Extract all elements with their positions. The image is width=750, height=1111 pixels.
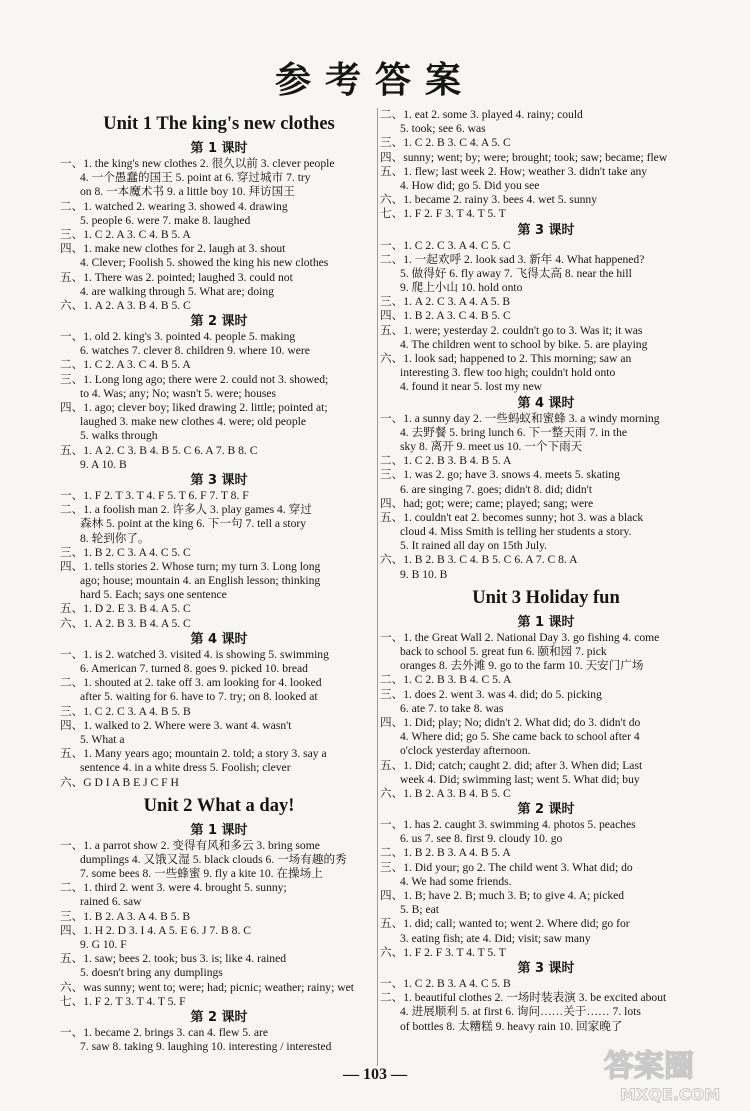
right-column <box>380 108 712 1034</box>
answer-line: 一、1. became 2. brings 3. can 4. flew 5. are <box>60 1025 268 1039</box>
answer-line: 一、1. F 2. T 3. T 4. F 5. T 6. F 7. T 8. F <box>60 488 249 502</box>
answer-line-continued: 5. people 6. were 7. make 8. laughed <box>80 213 251 227</box>
lesson-heading: 第 2 课时 <box>517 802 575 818</box>
answer-line: 二、1. watched 2. wearing 3. showed 4. drawing <box>60 199 288 213</box>
answer-line-continued: 8. 轮到你了。 <box>80 531 150 545</box>
answer-line: 六、1. A 2. A 3. B 4. B 5. C <box>60 298 191 312</box>
answer-line-continued: oranges 8. 去外滩 9. go to the farm 10. 天安门广场 <box>400 659 644 673</box>
answer-line-continued: 9. 爬上小山 10. hold onto <box>400 281 523 295</box>
answer-line: 五、1. couldn't eat 2. becomes sunny; hot 3. was a black <box>380 510 644 524</box>
answer-line: 三、1. Long long ago; there were 2. could not 3. showed; <box>60 372 329 386</box>
answer-line-continued: 6. us 7. see 8. first 9. cloudy 10. go <box>400 832 563 846</box>
lesson-heading: 第 1 课时 <box>517 614 575 630</box>
answer-line: 二、1. eat 2. some 3. played 4. rainy; could <box>380 108 583 121</box>
answer-line: 五、1. Did; catch; caught 2. did; after 3. When did; Last <box>380 758 643 772</box>
answer-line-continued: 6. American 7. turned 8. goes 9. picked 10. bread <box>80 662 308 675</box>
answer-line-continued: 4. found it near 5. lost my new <box>400 380 543 394</box>
answer-line-continued: sentence 4. in a white dress 5. Foolish; clever <box>80 761 291 775</box>
answer-line: 五、1. flew; last week 2. How; weather 3. didn't take any <box>380 164 648 178</box>
answer-line-continued: 6. ate 7. to take 8. was <box>400 701 504 715</box>
answer-line-continued: 5. 做得好 6. fly away 7. 飞得太高 8. near the hill <box>400 266 632 280</box>
answer-line: 二、1. beautiful clothes 2. 一场时装表演 3. be excited about <box>380 991 667 1005</box>
answer-line: 二、1. B 2. B 3. A 4. B 5. A <box>380 846 511 860</box>
answer-line-continued: back to school 5. great fun 6. 颐和园 7. pick <box>400 645 607 658</box>
answer-line-continued: to 4. Was; any; No; wasn't 5. were; houses <box>80 386 277 400</box>
answer-line: 五、1. saw; bees 2. took; bus 3. is; like 4. rained <box>60 952 287 966</box>
answer-line-continued: week 4. Did; swimming last; went 5. What did; buy <box>400 772 640 786</box>
column-divider <box>377 108 378 1066</box>
lesson-heading: 第 4 课时 <box>190 631 248 647</box>
answer-line: 五、1. D 2. E 3. B 4. A 5. C <box>60 602 191 616</box>
answer-line: 六、was sunny; went to; were; had; picnic; weather; rainy; wet <box>60 980 354 994</box>
lesson-heading: 第 1 课时 <box>190 141 248 156</box>
answer-line-continued: of bottles 8. 太糟糕 9. heavy rain 10. 回家晚了 <box>400 1019 623 1033</box>
answer-line: 六、G D I A B E J C F H <box>60 775 179 789</box>
answer-line: 六、1. B 2. B 3. C 4. B 5. C 6. A 7. C 8. A <box>380 553 578 567</box>
answer-line-continued: 5. took; see 6. was <box>400 122 486 136</box>
answer-line-continued: 4. are walking through 5. What are; doing <box>80 284 274 298</box>
answer-line: 五、1. Many years ago; mountain 2. told; a story 3. say a <box>60 747 327 761</box>
answer-line: 二、1. a foolish man 2. 许多人 3. play games 4. 穿过 <box>60 503 312 517</box>
answer-line-continued: 3. eating fish; ate 4. Did; visit; saw many <box>400 931 591 945</box>
lesson-heading: 第 4 课时 <box>517 395 575 411</box>
answer-line: 三、1. C 2. A 3. C 4. B 5. A <box>60 227 191 241</box>
answer-line-continued: o'clock yesterday afternoon. <box>400 744 531 758</box>
answer-line-continued: sky 8. 离开 9. meet us 10. 一个下雨天 <box>400 439 583 453</box>
answer-line: 一、1. has 2. caught 3. swimming 4. photos 5. peaches <box>380 818 636 832</box>
lesson-heading: 第 2 课时 <box>190 314 248 330</box>
answer-line: 二、1. C 2. B 3. B 4. C 5. A <box>380 673 512 687</box>
answer-line-continued: 9. A 10. B <box>80 457 127 471</box>
answer-line-continued: 4. 进展顺利 5. at first 6. 询问……关于…… 7. lots <box>400 1005 641 1019</box>
answer-line-continued: 6. are singing 7. goes; didn't 8. did; didn't <box>400 482 592 496</box>
answer-line-continued: 4. The children went to school by bike. 5. are playing <box>400 337 648 351</box>
answer-line-continued: 4. 一个愚蠢的国王 5. point at 6. 穿过城市 7. try <box>80 171 311 185</box>
answer-line-continued: hard 5. Each; says one sentence <box>80 588 227 602</box>
answer-line: 二、1. C 2. B 3. B 4. B 5. A <box>380 454 512 468</box>
answer-line: 六、1. became 2. rainy 3. bees 4. wet 5. sunny <box>380 193 598 207</box>
answer-line: 四、sunny; went; by; were; brought; took; saw; became; flew <box>380 150 668 164</box>
answer-line-continued: interesting 3. flew too high; couldn't hold onto <box>400 366 616 380</box>
answer-line: 三、1. C 2. C 3. A 4. B 5. B <box>60 704 191 718</box>
answer-line-continued: laughed 3. make new clothes 4. were; old people <box>80 415 307 429</box>
answer-line: 三、1. B 2. A 3. A 4. B 5. B <box>60 909 191 923</box>
answer-line-continued: 5. It rained all day on 15th July. <box>400 539 548 553</box>
answer-line: 四、1. B 2. A 3. C 4. B 5. C <box>380 309 511 323</box>
answer-line-continued: 4. 去野餐 5. bring lunch 6. 下一整天雨 7. in the <box>400 425 628 439</box>
answer-line-continued: on 8. 一本魔术书 9. a little boy 10. 拜访国王 <box>80 185 295 199</box>
answer-line-continued: 7. saw 8. taking 9. laughing 10. interesting / interested <box>80 1040 332 1054</box>
answer-line: 三、1. was 2. go; have 3. snows 4. meets 5. skating <box>380 468 620 482</box>
answer-line-continued: 4. Clever; Foolish 5. showed the king his new clothes <box>80 256 329 270</box>
answer-line-continued: rained 6. saw <box>80 895 142 909</box>
answer-line: 三、1. does 2. went 3. was 4. did; do 5. picking <box>380 687 602 701</box>
lesson-heading: 第 3 课时 <box>190 472 248 488</box>
answer-line-continued: 4. We had some friends. <box>400 874 512 888</box>
left-column <box>60 108 378 1054</box>
answer-line: 一、1. is 2. watched 3. visited 4. is showing 5. swimming <box>60 647 329 661</box>
answer-line-continued: 5. walks through <box>80 429 158 443</box>
answer-line-continued: dumplings 4. 又饿又湿 5. black clouds 6. 一场有趣的秀 <box>80 852 347 866</box>
answer-line: 二、1. third 2. went 3. were 4. brought 5. sunny; <box>60 881 287 895</box>
answer-line-continued: 5. What a <box>80 732 125 746</box>
watermark-logo <box>600 1040 745 1106</box>
answer-line: 一、1. the Great Wall 2. National Day 3. go fishing 4. come <box>380 630 660 644</box>
answer-line: 五、1. did; call; wanted to; went 2. Where did; go for <box>380 917 630 931</box>
answer-line: 二、1. shouted at 2. take off 3. am looking for 4. looked <box>60 676 322 690</box>
page-title: 参考答案 <box>274 60 475 101</box>
answer-line: 五、1. were; yesterday 2. couldn't go to 3. Was it; it was <box>380 323 643 337</box>
answer-line: 四、1. walked to 2. Where were 3. want 4. wasn't <box>60 718 292 732</box>
answer-line-continued: 5. doesn't bring any dumplings <box>80 966 223 980</box>
answer-line: 四、1. tells stories 2. Whose turn; my turn 3. Long long <box>60 559 321 573</box>
page-number: — 103 — <box>343 1066 407 1083</box>
answer-line-continued: 4. How did; go 5. Did you see <box>400 178 540 192</box>
answer-line: 四、1. B; have 2. B; much 3. B; to give 4. A; picked <box>380 889 625 902</box>
answer-line: 三、1. C 2. B 3. C 4. A 5. C <box>380 136 511 150</box>
answer-line: 五、1. There was 2. pointed; laughed 3. could not <box>60 270 293 284</box>
unit-title: Unit 3 Holiday fun <box>472 587 620 608</box>
answer-line: 二、1. C 2. A 3. C 4. B 5. A <box>60 358 191 372</box>
answer-line-continued: 9. B 10. B <box>400 567 448 581</box>
answer-line: 三、1. B 2. C 3. A 4. C 5. C <box>60 545 191 559</box>
answer-line: 六、1. F 2. F 3. T 4. T 5. T <box>380 945 506 959</box>
answer-line-continued: 6. watches 7. clever 8. children 9. where 10. were <box>80 344 310 358</box>
lesson-heading: 第 1 课时 <box>190 822 248 838</box>
answer-line-continued: 森林 5. point at the king 6. 下一句 7. tell a story <box>80 517 307 531</box>
answer-line: 一、1. a sunny day 2. 一些蚂蚁和蜜蜂 3. a windy morning <box>380 411 660 425</box>
watermark-logo-url: MXQE.COM <box>620 1085 721 1104</box>
answer-line: 四、1. ago; clever boy; liked drawing 2. little; pointed at; <box>60 401 328 414</box>
answer-line: 二、1. 一起欢呼 2. look sad 3. 新年 4. What happened? <box>380 252 645 266</box>
unit-title: Unit 1 The king's new clothes <box>103 114 335 134</box>
answer-line-continued: ago; house; mountain 4. an English lesson; thinking <box>80 574 321 588</box>
watermark-logo-text: 答案圈 <box>604 1049 694 1084</box>
answer-line: 七、1. F 2. F 3. T 4. T 5. T <box>380 207 506 221</box>
answer-line-continued: 5. B; eat <box>400 903 439 917</box>
answer-line: 四、1. Did; play; No; didn't 2. What did; do 3. didn't do <box>380 715 641 729</box>
answer-line: 三、1. Did your; go 2. The child went 3. What did; do <box>380 860 633 874</box>
answer-line: 六、1. B 2. A 3. B 4. B 5. C <box>380 786 511 800</box>
answer-line: 一、1. a parrot show 2. 变得有风和多云 3. bring some <box>60 838 320 852</box>
lesson-heading: 第 2 课时 <box>190 1009 248 1025</box>
answer-line: 七、1. F 2. T 3. T 4. T 5. F <box>60 994 186 1008</box>
answer-line: 一、1. C 2. C 3. A 4. C 5. C <box>380 238 511 252</box>
lesson-heading: 第 3 课时 <box>517 960 575 976</box>
answer-line: 一、1. the king's new clothes 2. 很久以前 3. clever people <box>60 157 335 170</box>
answer-line: 六、1. A 2. B 3. B 4. A 5. C <box>60 616 191 630</box>
answer-line-continued: cloud 4. Miss Smith is telling her students a story. <box>400 525 632 539</box>
answer-line-continued: after 5. waiting for 6. have to 7. try; on 8. looked at <box>80 690 318 704</box>
answer-line: 四、1. make new clothes for 2. laugh at 3. shout <box>60 242 286 256</box>
answer-line: 六、1. look sad; happened to 2. This morning; saw an <box>380 352 632 365</box>
answer-line-continued: 4. Where did; go 5. She came back to school after 4 <box>400 730 640 744</box>
answer-line-continued: 7. some bees 8. 一些蜂蜜 9. fly a kite 10. 在操场上 <box>80 867 323 881</box>
answer-line: 四、1. H 2. D 3. I 4. A 5. E 6. J 7. B 8. C <box>60 923 251 937</box>
unit-title: Unit 2 What a day! <box>143 795 295 816</box>
answer-line: 五、1. A 2. C 3. B 4. B 5. C 6. A 7. B 8. C <box>60 443 258 457</box>
lesson-heading: 第 3 课时 <box>517 222 575 238</box>
answer-line-continued: 9. G 10. F <box>80 938 127 951</box>
answer-line: 四、had; got; were; came; played; sang; were <box>380 496 594 510</box>
answer-line: 一、1. old 2. king's 3. pointed 4. people 5. making <box>60 330 296 344</box>
answer-line: 三、1. A 2. C 3. A 4. A 5. B <box>380 295 511 309</box>
answer-line: 一、1. C 2. B 3. A 4. C 5. B <box>380 976 511 990</box>
